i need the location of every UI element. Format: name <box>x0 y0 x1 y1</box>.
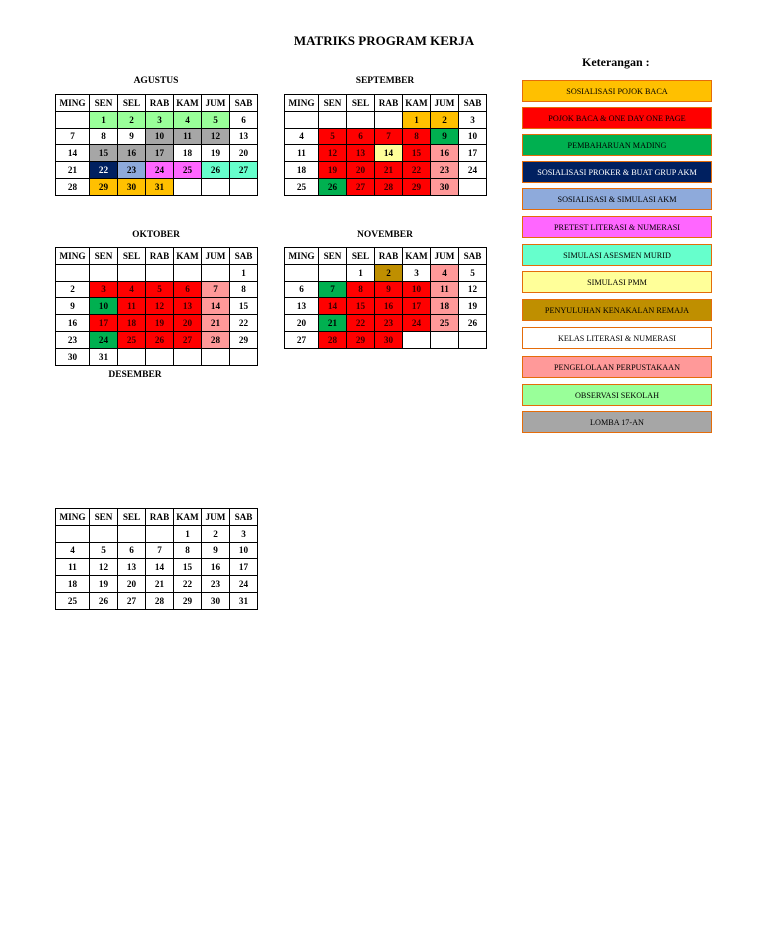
calendar-week-row <box>285 178 487 195</box>
legend-item-label: SOSIALISASI PROKER & BUAT GRUP AKM <box>537 167 697 177</box>
legend-item <box>522 384 712 406</box>
calendar-day-cell: 22 <box>230 315 258 332</box>
calendar-day-cell: 29 <box>230 331 258 348</box>
day-header: RAB <box>146 95 174 112</box>
calendar-day-cell: 8 <box>347 281 375 298</box>
day-header: SEN <box>90 248 118 265</box>
day-header: JUM <box>431 95 459 112</box>
legend-item-label: KELAS LITERASI & NUMERASI <box>557 333 677 343</box>
calendar-day-cell: 18 <box>118 315 146 332</box>
calendar-day-cell <box>90 264 118 281</box>
month-title-desember: DESEMBER <box>108 370 162 380</box>
calendar-day-cell: 5 <box>459 264 487 281</box>
calendar-day-cell: 4 <box>431 264 459 281</box>
calendar-day-cell: 13 <box>285 298 319 315</box>
calendar-header-row <box>56 95 258 112</box>
calendar-day-cell: 17 <box>230 559 258 576</box>
calendar-day-cell <box>90 525 118 542</box>
calendar-day-cell: 12 <box>319 145 347 162</box>
legend-item <box>522 107 712 129</box>
calendar-day-cell <box>174 264 202 281</box>
calendar-day-cell: 7 <box>56 128 90 145</box>
legend-item-label: POJOK BACA & ONE DAY ONE PAGE <box>548 113 686 123</box>
calendar-day-cell: 27 <box>285 331 319 348</box>
calendar-week-row <box>56 348 258 365</box>
calendar-day-cell <box>319 111 347 128</box>
calendar-day-cell: 15 <box>90 145 118 162</box>
calendar-day-cell: 24 <box>459 162 487 179</box>
calendar-day-cell: 7 <box>202 281 230 298</box>
calendar-day-cell: 11 <box>56 559 90 576</box>
day-header: SAB <box>230 248 258 265</box>
calendar-day-cell <box>375 111 403 128</box>
day-header: SEL <box>347 248 375 265</box>
calendar-day-cell: 23 <box>56 331 90 348</box>
calendar-day-cell: 25 <box>174 162 202 179</box>
calendar-day-cell: 17 <box>90 315 118 332</box>
calendar-day-cell: 4 <box>174 111 202 128</box>
calendar-day-cell: 21 <box>375 162 403 179</box>
day-header: MING <box>285 248 319 265</box>
calendar-day-cell: 7 <box>375 128 403 145</box>
page-title: MATRIKS PROGRAM KERJA <box>293 33 475 48</box>
day-header: SAB <box>230 95 258 112</box>
calendar-day-cell: 31 <box>146 178 174 195</box>
calendar-day-cell: 18 <box>174 145 202 162</box>
calendar-day-cell <box>202 178 230 195</box>
calendar-day-cell: 22 <box>90 162 118 179</box>
calendar-week-row <box>56 576 258 593</box>
calendar-day-cell: 2 <box>431 111 459 128</box>
calendar-day-cell: 29 <box>347 331 375 348</box>
legend-item-label: PENYULUHAN KENAKALAN REMAJA <box>544 305 690 315</box>
day-header: KAM <box>174 95 202 112</box>
legend-item-label: SIMULASI PMM <box>587 277 647 287</box>
calendar-day-cell <box>174 348 202 365</box>
calendar-day-cell: 11 <box>431 281 459 298</box>
calendar-day-cell: 17 <box>459 145 487 162</box>
calendar-header-row <box>56 248 258 265</box>
day-header: SEL <box>118 509 146 526</box>
calendar-day-cell: 9 <box>118 128 146 145</box>
legend-title: Keterangan : <box>582 55 650 69</box>
calendar-week-row <box>56 128 258 145</box>
calendar-day-cell: 29 <box>174 592 202 609</box>
calendar-header-row <box>285 95 487 112</box>
calendar-day-cell: 16 <box>375 298 403 315</box>
day-header: SEN <box>90 509 118 526</box>
calendar-day-cell: 1 <box>347 264 375 281</box>
legend-item <box>522 356 712 378</box>
day-header: JUM <box>202 509 230 526</box>
calendar-day-cell: 14 <box>56 145 90 162</box>
legend-item <box>522 271 712 293</box>
calendar-day-cell: 27 <box>230 162 258 179</box>
calendar-day-cell: 10 <box>403 281 431 298</box>
legend-item-label: SOSIALISASI POJOK BACA <box>566 86 668 96</box>
calendar-day-cell: 16 <box>118 145 146 162</box>
calendar-day-cell <box>459 178 487 195</box>
calendar-day-cell <box>174 178 202 195</box>
calendar-day-cell: 1 <box>403 111 431 128</box>
calendar-header-row <box>56 509 258 526</box>
calendar-day-cell <box>459 331 487 348</box>
calendar-week-row <box>56 542 258 559</box>
calendar-day-cell: 20 <box>285 315 319 332</box>
legend-item <box>522 411 712 433</box>
day-header: RAB <box>146 509 174 526</box>
calendar-day-cell: 30 <box>431 178 459 195</box>
calendar-day-cell <box>347 111 375 128</box>
calendar-day-cell: 8 <box>403 128 431 145</box>
legend-item <box>522 327 712 349</box>
calendar-day-cell: 30 <box>375 331 403 348</box>
calendar-day-cell: 8 <box>230 281 258 298</box>
calendar-day-cell: 10 <box>230 542 258 559</box>
calendar-day-cell: 24 <box>90 331 118 348</box>
calendar-day-cell: 23 <box>375 315 403 332</box>
calendar-week-row <box>56 281 258 298</box>
calendar-week-row <box>56 559 258 576</box>
calendar-day-cell: 22 <box>347 315 375 332</box>
calendar-day-cell: 12 <box>146 298 174 315</box>
calendar-day-cell: 13 <box>118 559 146 576</box>
calendar-day-cell: 2 <box>56 281 90 298</box>
calendar-day-cell: 2 <box>202 525 230 542</box>
calendar-desember <box>55 508 258 610</box>
calendar-day-cell: 30 <box>56 348 90 365</box>
calendar-day-cell: 6 <box>118 542 146 559</box>
calendar-week-row <box>56 145 258 162</box>
month-title-november: NOVEMBER <box>357 230 413 240</box>
calendar-week-row <box>285 145 487 162</box>
legend-item-label: PRETEST LITERASI & NUMERASI <box>553 222 681 232</box>
calendar-day-cell: 11 <box>285 145 319 162</box>
legend-item <box>522 80 712 102</box>
calendar-day-cell: 24 <box>146 162 174 179</box>
calendar-day-cell: 19 <box>319 162 347 179</box>
calendar-day-cell: 25 <box>431 315 459 332</box>
calendar-day-cell <box>202 348 230 365</box>
calendar-day-cell: 18 <box>285 162 319 179</box>
legend-item-label: PEMBAHARUAN MADING <box>567 140 667 150</box>
calendar-day-cell: 26 <box>90 592 118 609</box>
day-header: MING <box>56 509 90 526</box>
calendar-day-cell: 6 <box>174 281 202 298</box>
calendar-day-cell: 20 <box>347 162 375 179</box>
day-header: KAM <box>174 509 202 526</box>
calendar-day-cell: 7 <box>319 281 347 298</box>
day-header: SAB <box>459 248 487 265</box>
calendar-week-row <box>285 128 487 145</box>
calendar-day-cell: 28 <box>319 331 347 348</box>
calendar-day-cell: 21 <box>56 162 90 179</box>
calendar-day-cell: 14 <box>319 298 347 315</box>
calendar-day-cell <box>118 525 146 542</box>
calendar-day-cell: 3 <box>403 264 431 281</box>
calendar-day-cell: 29 <box>403 178 431 195</box>
day-header: JUM <box>202 95 230 112</box>
month-title-agustus: AGUSTUS <box>133 76 179 86</box>
day-header: RAB <box>146 248 174 265</box>
legend-item-label: PENGELOLAAN PERPUSTAKAAN <box>553 362 681 372</box>
calendar-day-cell: 14 <box>375 145 403 162</box>
calendar-day-cell: 23 <box>118 162 146 179</box>
day-header: KAM <box>403 95 431 112</box>
calendar-day-cell: 26 <box>459 315 487 332</box>
calendar-week-row <box>56 315 258 332</box>
calendar-day-cell: 4 <box>56 542 90 559</box>
calendar-header-row <box>285 248 487 265</box>
calendar-day-cell <box>403 331 431 348</box>
calendar-day-cell <box>230 178 258 195</box>
calendar-day-cell: 14 <box>146 559 174 576</box>
calendar-day-cell: 21 <box>146 576 174 593</box>
calendar-day-cell: 21 <box>319 315 347 332</box>
calendar-week-row <box>56 264 258 281</box>
calendar-day-cell: 10 <box>459 128 487 145</box>
calendar-day-cell: 1 <box>230 264 258 281</box>
day-header: MING <box>285 95 319 112</box>
calendar-day-cell: 25 <box>118 331 146 348</box>
legend-item-label: OBSERVASI SEKOLAH <box>574 390 660 400</box>
calendar-day-cell: 8 <box>174 542 202 559</box>
calendar-day-cell: 27 <box>347 178 375 195</box>
calendar-day-cell: 12 <box>459 281 487 298</box>
calendar-day-cell: 4 <box>285 128 319 145</box>
calendar-day-cell <box>56 111 90 128</box>
legend-item <box>522 299 712 321</box>
calendar-day-cell: 28 <box>146 592 174 609</box>
calendar-week-row <box>56 162 258 179</box>
day-header: KAM <box>174 248 202 265</box>
legend-item <box>522 134 712 156</box>
calendar-day-cell: 18 <box>431 298 459 315</box>
calendar-day-cell: 19 <box>459 298 487 315</box>
calendar-day-cell: 15 <box>347 298 375 315</box>
calendar-day-cell: 13 <box>174 298 202 315</box>
calendar-day-cell <box>146 348 174 365</box>
calendar-day-cell: 21 <box>202 315 230 332</box>
calendar-september <box>284 94 487 196</box>
legend-item-label: LOMBA 17-AN <box>590 417 644 427</box>
calendar-day-cell: 22 <box>174 576 202 593</box>
calendar-day-cell: 26 <box>319 178 347 195</box>
calendar-day-cell: 3 <box>459 111 487 128</box>
calendar-week-row <box>56 178 258 195</box>
day-header: SEN <box>90 95 118 112</box>
calendar-day-cell <box>118 264 146 281</box>
calendar-day-cell: 23 <box>431 162 459 179</box>
calendar-day-cell: 17 <box>403 298 431 315</box>
calendar-week-row <box>285 111 487 128</box>
calendar-day-cell: 10 <box>90 298 118 315</box>
calendar-day-cell: 31 <box>230 592 258 609</box>
calendar-day-cell: 24 <box>230 576 258 593</box>
calendar-day-cell: 30 <box>118 178 146 195</box>
day-header: SEL <box>118 95 146 112</box>
calendar-day-cell: 25 <box>285 178 319 195</box>
calendar-day-cell: 15 <box>403 145 431 162</box>
legend-item <box>522 244 712 266</box>
calendar-day-cell: 13 <box>230 128 258 145</box>
calendar-day-cell: 9 <box>431 128 459 145</box>
calendar-day-cell: 23 <box>202 576 230 593</box>
legend-item <box>522 216 712 238</box>
calendar-day-cell: 16 <box>202 559 230 576</box>
day-header: JUM <box>431 248 459 265</box>
calendar-week-row <box>285 281 487 298</box>
day-header: MING <box>56 95 90 112</box>
day-header: SAB <box>459 95 487 112</box>
calendar-day-cell <box>202 264 230 281</box>
calendar-day-cell: 2 <box>118 111 146 128</box>
calendar-day-cell: 16 <box>56 315 90 332</box>
calendar-day-cell: 13 <box>347 145 375 162</box>
calendar-week-row <box>56 525 258 542</box>
calendar-day-cell: 6 <box>285 281 319 298</box>
calendar-day-cell: 18 <box>56 576 90 593</box>
calendar-week-row <box>285 162 487 179</box>
calendar-day-cell: 22 <box>403 162 431 179</box>
calendar-day-cell: 5 <box>90 542 118 559</box>
calendar-day-cell: 1 <box>90 111 118 128</box>
calendar-day-cell: 1 <box>174 525 202 542</box>
month-title-oktober: OKTOBER <box>132 230 180 240</box>
calendar-week-row <box>285 315 487 332</box>
calendar-day-cell: 20 <box>230 145 258 162</box>
calendar-day-cell: 15 <box>174 559 202 576</box>
day-header: SEN <box>319 248 347 265</box>
day-header: MING <box>56 248 90 265</box>
calendar-day-cell: 27 <box>174 331 202 348</box>
calendar-day-cell: 16 <box>431 145 459 162</box>
calendar-day-cell: 9 <box>202 542 230 559</box>
calendar-day-cell: 9 <box>375 281 403 298</box>
calendar-day-cell: 3 <box>230 525 258 542</box>
calendar-day-cell: 5 <box>202 111 230 128</box>
calendar-day-cell: 10 <box>146 128 174 145</box>
calendar-day-cell: 7 <box>146 542 174 559</box>
calendar-week-row <box>56 298 258 315</box>
calendar-day-cell: 2 <box>375 264 403 281</box>
calendar-day-cell <box>319 264 347 281</box>
calendar-day-cell: 12 <box>202 128 230 145</box>
calendar-day-cell: 26 <box>202 162 230 179</box>
calendar-day-cell: 26 <box>146 331 174 348</box>
calendar-day-cell: 20 <box>118 576 146 593</box>
calendar-day-cell <box>230 348 258 365</box>
legend-item <box>522 188 712 210</box>
calendar-day-cell: 28 <box>56 178 90 195</box>
calendar-week-row <box>285 298 487 315</box>
day-header: RAB <box>375 95 403 112</box>
calendar-day-cell: 17 <box>146 145 174 162</box>
calendar-day-cell <box>118 348 146 365</box>
calendar-day-cell: 31 <box>90 348 118 365</box>
calendar-day-cell: 25 <box>56 592 90 609</box>
calendar-week-row <box>56 592 258 609</box>
calendar-day-cell: 12 <box>90 559 118 576</box>
calendar-day-cell: 27 <box>118 592 146 609</box>
day-header: SEN <box>319 95 347 112</box>
calendar-oktober <box>55 247 258 366</box>
calendar-day-cell: 24 <box>403 315 431 332</box>
calendar-day-cell: 3 <box>146 111 174 128</box>
legend-item-label: SOSIALISASI & SIMULASI AKM <box>557 194 677 204</box>
calendar-day-cell <box>56 264 90 281</box>
calendar-day-cell: 9 <box>56 298 90 315</box>
calendar-day-cell: 15 <box>230 298 258 315</box>
calendar-day-cell: 6 <box>230 111 258 128</box>
day-header: SAB <box>230 509 258 526</box>
calendar-day-cell: 30 <box>202 592 230 609</box>
calendar-week-row <box>56 111 258 128</box>
day-header: RAB <box>375 248 403 265</box>
calendar-day-cell: 8 <box>90 128 118 145</box>
day-header: KAM <box>403 248 431 265</box>
calendar-day-cell: 19 <box>146 315 174 332</box>
calendar-week-row <box>56 331 258 348</box>
calendar-day-cell: 19 <box>202 145 230 162</box>
calendar-day-cell: 14 <box>202 298 230 315</box>
day-header: JUM <box>202 248 230 265</box>
month-title-september: SEPTEMBER <box>355 76 415 86</box>
day-header: SEL <box>347 95 375 112</box>
calendar-day-cell: 11 <box>118 298 146 315</box>
calendar-day-cell <box>146 264 174 281</box>
day-header: SEL <box>118 248 146 265</box>
calendar-day-cell: 29 <box>90 178 118 195</box>
calendar-day-cell <box>56 525 90 542</box>
calendar-day-cell: 3 <box>90 281 118 298</box>
calendar-day-cell: 11 <box>174 128 202 145</box>
calendar-day-cell: 19 <box>90 576 118 593</box>
calendar-day-cell <box>285 264 319 281</box>
calendar-day-cell: 6 <box>347 128 375 145</box>
calendar-day-cell: 20 <box>174 315 202 332</box>
calendar-day-cell: 5 <box>146 281 174 298</box>
calendar-agustus <box>55 94 258 196</box>
calendar-day-cell <box>431 331 459 348</box>
calendar-day-cell: 5 <box>319 128 347 145</box>
calendar-november <box>284 247 487 349</box>
calendar-day-cell: 28 <box>202 331 230 348</box>
calendar-day-cell <box>146 525 174 542</box>
calendar-week-row <box>285 264 487 281</box>
calendar-week-row <box>285 331 487 348</box>
calendar-day-cell: 28 <box>375 178 403 195</box>
calendar-day-cell: 4 <box>118 281 146 298</box>
calendar-day-cell <box>285 111 319 128</box>
legend-item-label: SIMULASI ASESMEN MURID <box>563 250 671 260</box>
legend-item <box>522 161 712 183</box>
